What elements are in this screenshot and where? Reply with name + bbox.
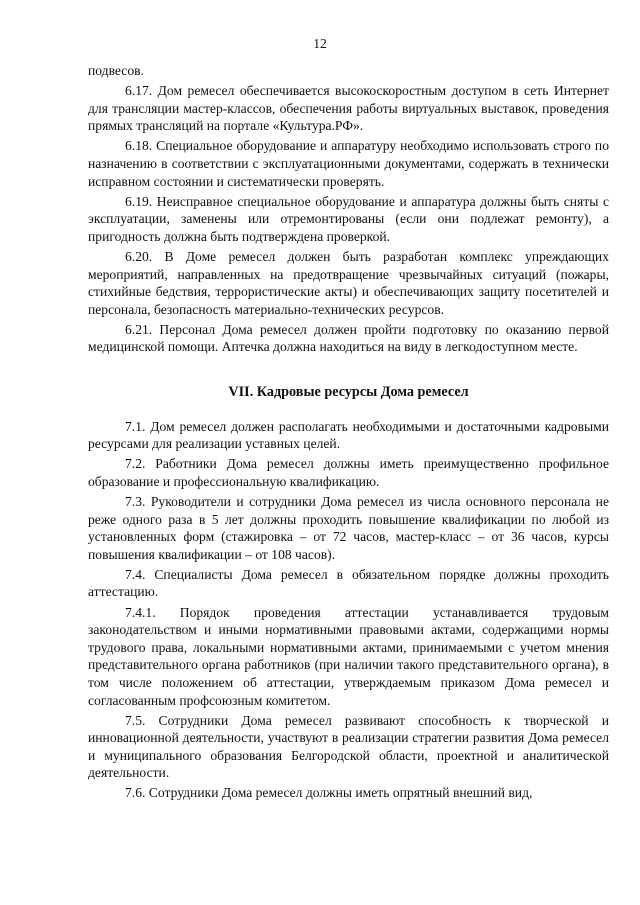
paragraph-7-4-1: 7.4.1. Порядок проведения аттестации устанавливается трудовым законодательством и иными нормативными правовыми актами, содержащими нормы трудового права, локальными нормативными актами, принимаемыми с учетом мнения представительного органа работников (при наличии такого представительного органа), в том числе положением об аттестации, утверждаемым приказом Дома ремесел и согласованным профсоюзным комитетом. [88, 604, 609, 708]
paragraph-7-4: 7.4. Специалисты Дома ремесел в обязательном порядке должны проходить аттестацию. [88, 566, 609, 600]
section-heading: VII. Кадровые ресурсы Дома ремесел [228, 384, 469, 400]
paragraph-7-6: 7.6. Сотрудники Дома ремесел должны иметь опрятный внешний вид, [125, 785, 533, 801]
paragraph-6-20: 6.20. В Доме ремесел должен быть разработан комплекс упреждающих мероприятий, направленных на предотвращение чрезвычайных ситуаций (пожары, стихийные бедствия, террористические акты) и обеспечивающих защиту посетителей и персонала, безопасность материально-технических ресурсов. [88, 248, 609, 317]
paragraph-continuation: подвесов. [88, 63, 144, 78]
document-body [88, 62, 609, 805]
paragraph-6-19: 6.19. Неисправное специальное оборудование и аппаратура должны быть сняты с эксплуатации, заменены или отремонтированы (если они подлежат ремонту), а пригодность должна быть подтверждена проверкой. [88, 193, 609, 244]
paragraph-7-3: 7.3. Руководители и сотрудники Дома ремесел из числа основного персонала не реже одного раза в 5 лет должны проходить повышение квалификации по любой из установленных форм (стажировка – от 72 часов, мастер-класс – от 36 часов, курсы повышения квалификации – от 108 часов). [88, 493, 609, 562]
paragraph-7-2: 7.2. Работники Дома ремесел должны иметь преимущественно профильное образование и профессиональную квалификацию. [88, 456, 609, 489]
paragraph-7-5: 7.5. Сотрудники Дома ремесел развивают способность к творческой и инновационной деятельности, участвуют в реализации стратегии развития Дома ремесел и муниципального образования Белгородской области, проектной и аналитической деятельности. [88, 712, 609, 781]
paragraph-6-21: 6.21. Персонал Дома ремесел должен пройти подготовку по оказанию первой медицинской помощи. Аптечка должна находиться на виду в легкодоступном месте. [88, 321, 609, 355]
paragraph-7-1: 7.1. Дом ремесел должен располагать необходимыми и достаточными кадровыми ресурсами для реализации уставных целей. [88, 418, 609, 452]
paragraph-6-18: 6.18. Специальное оборудование и аппаратуру необходимо использовать строго по назначению в соответствии с эксплуатационными документами, содержать в технически исправном состоянии и систематически проверять. [88, 138, 609, 189]
paragraph-6-17: 6.17. Дом ремесел обеспечивается высокоскоростным доступом в сеть Интернет для трансляции мастер-классов, обеспечения работы виртуальных выставок, проведения прямых трансляций на портале «Культура.РФ». [88, 83, 609, 134]
page-number: 12 [313, 36, 327, 51]
